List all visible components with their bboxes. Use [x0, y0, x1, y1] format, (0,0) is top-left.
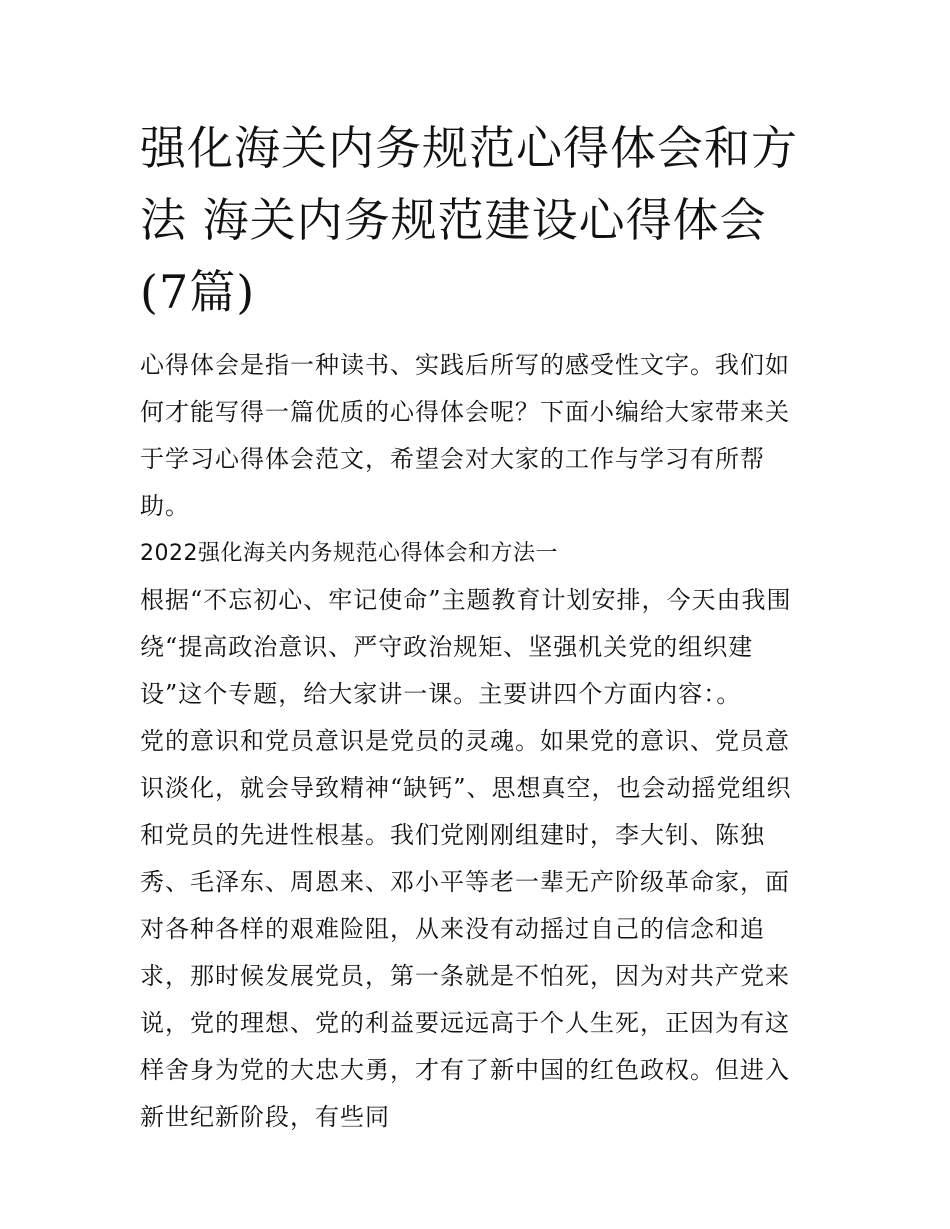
document-page — [140, 112, 812, 1141]
section-heading: 2022强化海关内务规范心得体会和方法一 — [140, 541, 558, 566]
body-paragraph-2: 党的意识和党员意识是党员的灵魂。如果党的意识、党员意识淡化，就会导致精神“缺钙”、思想真空，也会动摇党组织和党员的先进性根基。我们党刚刚组建时，李大钊、陈独秀、毛泽东、周恩来、邓小平等老一辈无产阶级革命家，面对各种各样的艰难险阻，从来没有动摇过自己的信念和追求，那时候发展党员，第一条就是不怕死，因为对共产党来说，党的理想、党的利益要远远高于个人生死，正因为有这样舍身为党的大忠大勇，才有了新中国的红色政权。但进入新世纪新阶段，有些同 — [140, 727, 792, 1131]
intro-paragraph: 心得体会是指一种读书、实践后所写的感受性文字。我们如何才能写得一篇优质的心得体会呢？下面小编给大家带来关于学习心得体会范文，希望会对大家的工作与学习有所帮助。 — [140, 351, 790, 520]
document-title: 强化海关内务规范心得体会和方法 海关内务规范建设心得体会(7篇) — [140, 121, 798, 319]
body-paragraph-1: 根据“不忘初心、牢记使命”主题教育计划安排，今天由我围绕“提高政治意识、严守政治规矩、坚强机关党的组织建设”这个专题，给大家讲一课。主要讲四个方面内容：。 — [140, 586, 792, 708]
